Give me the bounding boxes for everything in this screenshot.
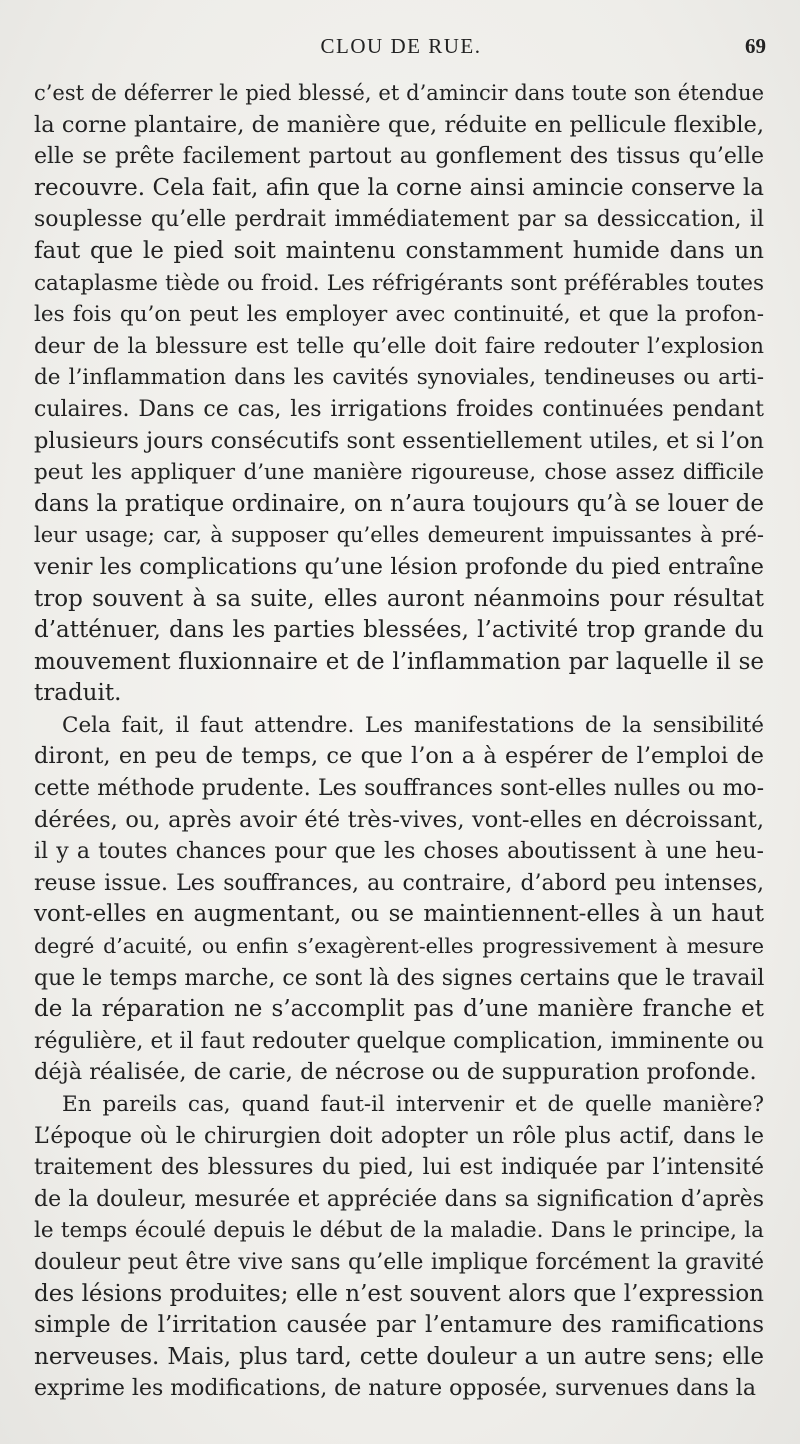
text-line: de l’inflammation dans les cavités synoviales, tendineuses ou arti- [34, 365, 764, 391]
text-line: vont-elles en augmentant, ou se maintiennent-elles à un haut [34, 901, 764, 928]
text-line: faut que le pied soit maintenu constamment humide dans un [34, 237, 764, 264]
text-line: Cela fait, il faut attendre. Les manifestations de la sensibilité [62, 712, 764, 738]
text-line: le temps écoulé depuis le début de la maladie. Dans le principe, la [34, 1218, 764, 1244]
chapter-title: CLOU DE RUE. [320, 34, 482, 58]
text-line: les fois qu’on peut les employer avec continuité, et que la profon- [34, 302, 764, 328]
text-line: degré d’acuité, ou enfin s’exagèrent-elles progressivement à mesure [34, 934, 764, 959]
paragraph [34, 78, 764, 710]
text-line: traduit. [34, 680, 122, 707]
text-line: cette méthode prudente. Les souffrances sont-elles nulles ou mo- [34, 776, 764, 802]
text-line: simple de l’irritation causée par l’entamure des ramifications [34, 1312, 764, 1339]
paragraph [34, 710, 764, 1089]
text-line: traitement des blessures du pied, lui est indiquée par l’intensité [34, 1155, 764, 1181]
text-line: venir les complications qu’une lésion profonde du pied entraîne [34, 553, 764, 580]
text-line: la corne plantaire, de manière que, réduite en pellicule flexible, [34, 111, 764, 138]
running-head [36, 34, 766, 64]
text-line: cataplasme tiède ou froid. Les réfrigérants sont préférables toutes [34, 270, 764, 296]
text-line: que le temps marche, ce sont là des signes certains que le travail [34, 965, 765, 991]
text-line: peut les appliquer d’une manière rigoureuse, chose assez difficile [34, 460, 764, 486]
text-line: d’atténuer, dans les parties blessées, l’activité trop grande du [34, 617, 764, 644]
text-line: L’époque où le chirurgien doit adopter un rôle plus actif, dans le [34, 1123, 764, 1149]
page-number: 69 [745, 34, 766, 58]
text-line: c’est de déferrer le pied blessé, et d’amincir dans toute son étendue [34, 81, 764, 105]
text-line: leur usage; car, à supposer qu’elles demeurent impuissantes à pré- [34, 523, 764, 548]
text-line: reuse issue. Les souffrances, au contraire, d’abord peu intenses, [34, 870, 764, 896]
text-line: dérées, ou, après avoir été très-vives, vont-elles en décroissant, [34, 806, 764, 833]
text-line: des lésions produites; elle n’est souvent alors que l’expression [34, 1280, 764, 1307]
text-line: de la douleur, mesurée et appréciée dans sa signification d’après [34, 1186, 764, 1212]
text-line: deur de la blessure est telle qu’elle doit faire redouter l’explosion [34, 333, 764, 359]
text-line: déjà réalisée, de carie, de nécrose ou de suppuration profonde. [34, 1059, 757, 1086]
paragraph [34, 1089, 764, 1405]
body-text [34, 78, 764, 1405]
text-line: de la réparation ne s’accomplit pas d’une manière franche et [34, 996, 764, 1023]
text-line: exprime les modifications, de nature opposée, survenues dans la [34, 1376, 756, 1402]
text-line: elle se prête facilement partout au gonflement des tissus qu’elle [34, 144, 764, 170]
text-line: plusieurs jours consécutifs sont essentiellement utiles, et si l’on [34, 427, 764, 454]
text-line: culaires. Dans ce cas, les irrigations froides continuées pendant [34, 396, 764, 422]
text-line: trop souvent à sa suite, elles auront néanmoins pour résultat [34, 585, 764, 612]
text-line: douleur peut être vive sans qu’elle implique forcément la gravité [34, 1249, 764, 1275]
text-line: recouvre. Cela fait, afin que la corne ainsi amincie conserve la [34, 174, 764, 201]
text-line: souplesse qu’elle perdrait immédiatement par sa dessiccation, il [34, 207, 764, 233]
text-line: il y a toutes chances pour que les choses aboutissent à une heu- [34, 839, 764, 865]
text-line: nerveuses. Mais, plus tard, cette douleur a un autre sens; elle [34, 1343, 764, 1370]
text-line: En pareils cas, quand faut-il intervenir et de quelle manière? [62, 1092, 764, 1117]
text-line: mouvement fluxionnaire et de l’inflammation par laquelle il se [34, 648, 764, 675]
text-line: diront, en peu de temps, ce que l’on a à espérer de l’emploi de [34, 743, 764, 770]
text-line: dans la pratique ordinaire, on n’aura toujours qu’à se louer de [34, 490, 764, 517]
text-line: régulière, et il faut redouter quelque complication, imminente ou [34, 1028, 764, 1054]
